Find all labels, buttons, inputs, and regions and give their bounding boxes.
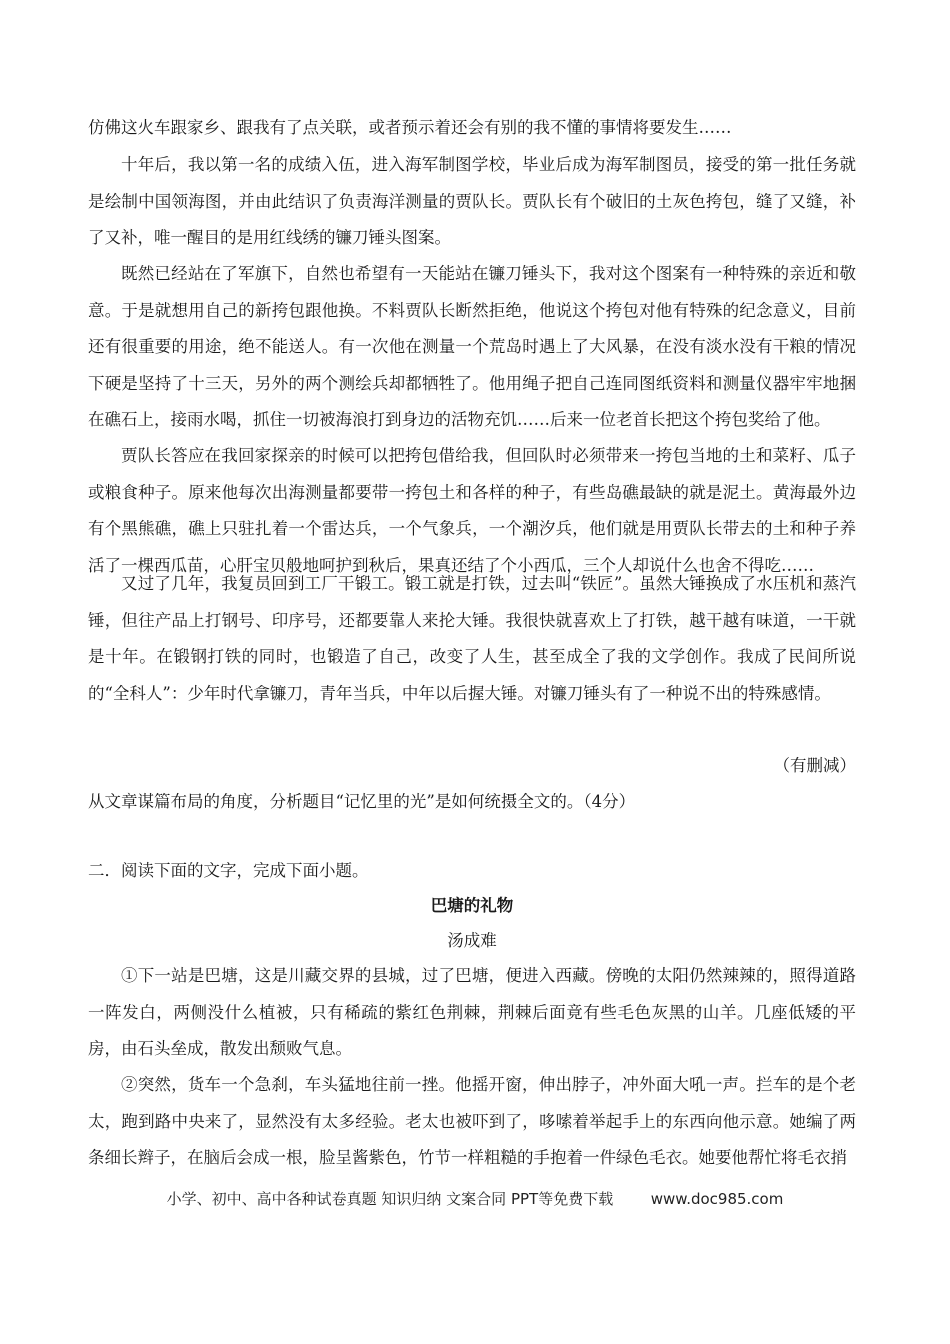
footer-banner [0, 1188, 950, 1209]
article-author: 汤成难 [447, 931, 497, 950]
paragraph-soil-seeds: 贾队长答应在我回家探亲的时候可以把挎包借给我，但回队时必须带来一挎包当地的土和菜籽、瓜子或粮食种子。原来他每次出海测量都要带一挎包土和各样的种子，有些岛礁最缺的就是泥土。黄海最外边有个黑熊礁，礁上只驻扎着一个雷达兵，一个气象兵，一个潮汐兵，他们就是用贾队长带去的土和种子养活了一棵西瓜苗，心肝宝贝般地呵护到秋后，果真还结了个小西瓜，三个人却说什么也舍不得吃…… [88, 446, 856, 575]
paragraph-continuation: 仿佛这火车跟家乡、跟我有了点关联，或者预示着还会有别的我不懂的事情将要发生…… [88, 118, 732, 137]
footer-text: 小学、初中、高中各种试卷真题 知识归纳 文案合同 PPT等免费下载 [166, 1190, 614, 1208]
paragraph-navy: 十年后，我以第一名的成绩入伍，进入海军制图学校，毕业后成为海军制图员，接受的第一批任务就是绘制中国领海图，并由此结识了负责海洋测量的贾队长。贾队长有个破旧的土灰色挎包，缝了又缝，补了又补，唯一醒目的是用红线绣的镰刀锤头图案。 [88, 155, 856, 247]
paragraph-1-batang: ①下一站是巴塘，这是川藏交界的县城，过了巴塘，便进入西藏。傍晚的太阳仍然辣辣的，照得道路一阵发白，两侧没什么植被，只有稀疏的紫红色荆棘，荆棘后面竟有些毛色灰黑的山羊。几座低矮的平房，由石头垒成，散发出颓败气息。 [88, 966, 856, 1058]
paragraph-2-old-woman: ②突然，货车一个急刹，车头猛地往前一挫。他摇开窗，伸出脖子，冲外面大吼一声。拦车的是个老太，跑到路中央来了，显然没有太多经验。老太也被吓到了，哆嗦着举起手上的东西向他示意。她编了两条细长辫子，在脑后会成一根，脸呈酱紫色，竹节一样粗糙的手抱着一件绿色毛衣。她要他帮忙将毛衣捎 [88, 1075, 856, 1167]
section-heading: 二．阅读下面的文字，完成下面小题。 [88, 861, 369, 880]
abridged-note: （有删减） [773, 756, 856, 775]
article-title: 巴塘的礼物 [430, 896, 514, 915]
paragraph-forging: 又过了几年，我复员回到工厂干锻工。锻工就是打铁，过去叫“铁匠”。虽然大锤换成了水压机和蒸汽锤，但往产品上打钢号、印序号，还都要靠人来抡大锤。我很快就喜欢上了打铁，越干越有味道，一干就是十年。在锻钢打铁的同时，也锻造了自己，改变了人生，甚至成全了我的文学创作。我成了民间所说的“全科人”：少年时代拿镰刀，青年当兵，中年以后握大锤。对镰刀锤头有了一种说不出的特殊感情。 [88, 574, 856, 703]
paragraph-satchel: 既然已经站在了军旗下，自然也希望有一天能站在镰刀锤头下，我对这个图案有一种特殊的亲近和敬意。于是就想用自己的新挎包跟他换。不料贾队长断然拒绝，他说这个挎包对他有特殊的纪念意义，目前还有很重要的用途，绝不能送人。有一次他在测量一个荒岛时遇上了大风暴，在没有淡水没有干粮的情况下硬是坚持了十三天，另外的两个测绘兵却都牺牲了。他用绳子把自己连同图纸资料和测量仪器牢牢地捆在礁石上，接雨水喝，抓住一切被海浪打到身边的活物充饥……后来一位老首长把这个挎包奖给了他。 [88, 264, 856, 429]
question-text: 从文章谋篇布局的角度，分析题目“记忆里的光”是如何统摄全文的。（4分） [88, 792, 636, 811]
footer-url[interactable]: www.doc985.com [650, 1190, 784, 1208]
